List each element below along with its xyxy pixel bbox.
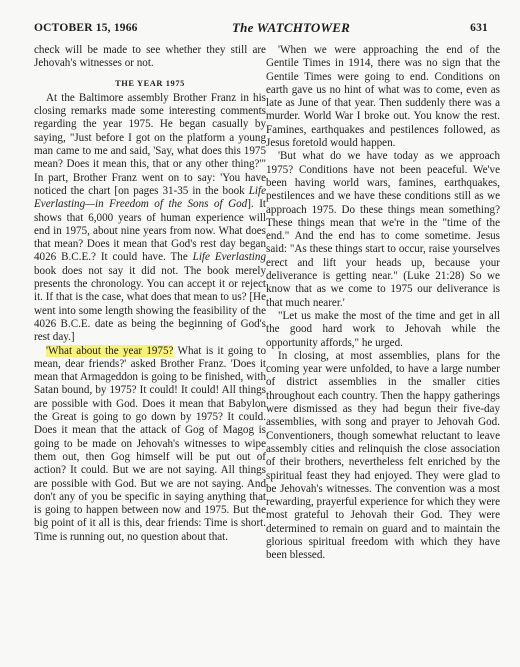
highlighted-question: 'What about the year 1975? xyxy=(46,344,174,357)
year-1975-text: What is it going to mean, dear friends?' asked Brother Franz. 'Does it mean that Armageddon is going to be finished, with Satan bound, by 1975? It could! It could! All things are possible with God. Does it mean that Babylon the Great is going to go down by 1975? It could. Does it mean that the attack of Gog of Magog is going to be made on Jehovah's witnesses to wipe them out, then Gog himself will be put out of action? It could. But we are not saying. All things are possible with God. But we are not saying. And don't any of you be specific in saying anything that is going to happen between now and 1975. But the big point of it all is this, dear friends: Time is short. Time is running out, no question about that. xyxy=(34,344,266,543)
baltimore-text-c: book does not say it did not. The book merely presents the chronology. You can accept it or reject it. If that is the case, what does that mean to us? [He went into some length showing the feasibility of the 4026 B.C.E. date as being the beginning of God's rest day.] xyxy=(34,264,266,344)
baltimore-text-a: At the Baltimore assembly Brother Franz in his closing remarks made some interesting comments regarding the year 1975. He began casually by saying, "Just before I got on the platform a young man came to me and said, 'Say, what does this 1975 mean? Does it mean this, that or any other thing?'" In part, Brother Franz went on to say: 'You have noticed the chart [on pages 31-35 in the book xyxy=(34,91,266,197)
page-header xyxy=(30,20,500,40)
publication-title: The WATCHTOWER xyxy=(232,20,351,35)
section-subheading: THE YEAR 1975 xyxy=(115,78,185,88)
left-column xyxy=(34,44,266,544)
page-number: 631 xyxy=(470,22,488,34)
book-title: Life Everlasting—in Freedom of the Sons of God xyxy=(34,184,266,211)
gentile-times-paragraph: 'When we were approaching the end of the Gentile Times in 1914, there was no sign that the Gentile Times were going to end. Conditions on earth gave us no hint of what was to come, even as late as June of that year. Then suddenly there was a murder. World War I broke out. You know the rest. Famines, earthquakes and pestilences followed, as Jesus foretold would happen. xyxy=(266,44,500,150)
issue-date: OCTOBER 15, 1966 xyxy=(34,22,138,34)
baltimore-paragraph xyxy=(34,92,266,345)
book-title-short: Life Everlasting xyxy=(192,251,266,264)
right-column xyxy=(266,44,500,563)
make-most-paragraph: "Let us make the most of the time and get in all the good hard work to Jehovah while the opportunity affords," he urged. xyxy=(266,309,500,349)
year-1975-paragraph xyxy=(34,345,266,544)
continued-paragraph: check will be made to see whether they still are Jehovah's witnesses or not. xyxy=(34,44,266,70)
approach-1975-paragraph: 'But what do we have today as we approach 1975? Conditions have not been peaceful. We've been having world wars, famines, earthquakes, pestilences and we have these conditions still as we approach 1975. Do these things mean something? These things mean that we're in the "time of the end." And the end has to come sometime. Jesus said: "As these things start to occur, raise yourselves erect and lift your heads up, because your deliverance is getting near." (Luke 21:28) So we know that as we come to 1975 our deliverance is that much nearer.' xyxy=(266,150,500,309)
baltimore-text-b: ]. It shows that 6,000 years of human experience will end in 1975, about nine years from now. What does that mean? Does it mean that God's rest day began 4026 B.C.E.? It could have. The xyxy=(34,198,266,264)
closing-paragraph: In closing, at most assemblies, plans for the coming year were unfolded, to have a large number of district assemblies in the smaller cities throughout each country. Then the happy gatherings were dismissed as they had begun their five-day assemblies, with song and prayer to Jehovah God. Conventioners, though somewhat reluctant to leave assembly cities and relinquish the close association of their brothers, nevertheless felt enriched by the spiritual feast they had enjoyed. They were glad to be Jehovah's witnesses. The convention was a most rewarding, prayerful experience for which they were most grateful to Jehovah their God. They were determined to remain on guard and to maintain the glorious spiritual freedom with which they have been blessed. xyxy=(266,349,500,562)
